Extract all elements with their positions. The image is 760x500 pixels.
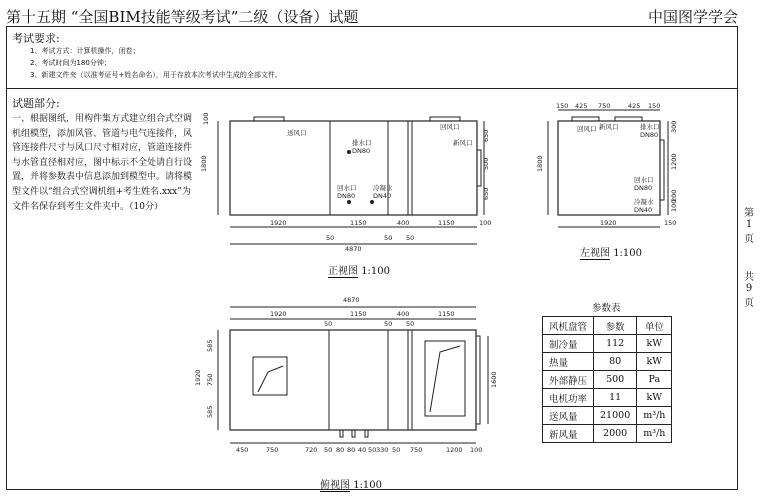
svg-text:50: 50 — [384, 234, 393, 242]
svg-text:100: 100 — [202, 112, 210, 125]
svg-text:425: 425 — [575, 102, 588, 110]
svg-text:150: 150 — [648, 102, 661, 110]
svg-text:750: 750 — [206, 373, 214, 386]
svg-text:100: 100 — [670, 199, 678, 212]
top-view — [218, 307, 488, 443]
svg-text:720: 720 — [305, 446, 318, 454]
svg-text:1200: 1200 — [446, 446, 463, 454]
param-table — [542, 316, 672, 443]
svg-text:400: 400 — [397, 310, 410, 318]
svg-text:100: 100 — [479, 219, 492, 227]
left-return-air-label: 回风口 — [577, 125, 597, 133]
table-row: 热量 80 kW — [543, 353, 672, 371]
svg-text:50: 50 — [406, 320, 415, 328]
svg-text:40: 40 — [358, 446, 367, 454]
svg-text:4870: 4870 — [345, 245, 362, 253]
svg-text:50: 50 — [324, 446, 333, 454]
front-chilled-label: 冷凝水 — [373, 184, 393, 192]
exam-title: 第十五期 “全国BIM技能等级考试”二级（设备）试题 — [6, 8, 359, 26]
svg-text:1920: 1920 — [194, 369, 202, 386]
table-row: 外部静压 500 Pa — [543, 371, 672, 389]
svg-text:1920: 1920 — [270, 219, 287, 227]
svg-text:750: 750 — [410, 446, 423, 454]
svg-text:450: 450 — [236, 446, 249, 454]
requirements-title: 考试要求: — [12, 32, 60, 45]
left-chilled-label: 冷凝水 — [634, 198, 654, 206]
page-total: 共 9 页 — [744, 272, 754, 309]
table-row: 制冷量 112 kW — [543, 335, 672, 353]
svg-text:80: 80 — [347, 446, 356, 454]
svg-text:1600: 1600 — [490, 371, 498, 388]
left-chilled-dn: DN40 — [634, 206, 653, 214]
table-header-row: 风机盘管 参数 单位 — [543, 317, 672, 335]
front-drain-label: 排水口 — [352, 139, 372, 147]
question-body: 一、根据图纸，用构件集方式建立组合式空调机组模型，添加风管、管道与电气连接件，风管连接件尺寸与风口尺寸相对应，管道连接件与水管直径相对应，图中标示不全处请自行设置，并将参数表中信息添加到模型中。请将模型文件以“组合式空调机组+考生姓名.xxx”为文件名保存到考生文件夹中。（10分） — [12, 114, 193, 212]
svg-text:4870: 4870 — [343, 296, 360, 304]
table-row: 电机功率 11 kW — [543, 389, 672, 407]
top-view-caption: 俯视图 1:100 — [320, 480, 383, 491]
front-return-air-label: 回风口 — [440, 123, 460, 131]
left-view-caption: 左视图 1:100 — [580, 248, 643, 259]
svg-text:650: 650 — [482, 129, 490, 142]
left-return-water-dn: DN80 — [634, 184, 653, 192]
svg-text:750: 750 — [266, 446, 279, 454]
left-drain-dn: DN80 — [640, 131, 659, 139]
svg-text:50: 50 — [324, 320, 333, 328]
svg-text:300: 300 — [670, 120, 678, 133]
svg-text:750: 750 — [598, 102, 611, 110]
requirement-item: 1、考试方式：计算机操作，闭卷； — [30, 47, 140, 55]
svg-text:200: 200 — [670, 189, 678, 202]
svg-text:330: 330 — [376, 446, 389, 454]
requirement-item: 3、新建文件夹（以准考证号+姓名命名），用于存放本次考试中生成的全部文件。 — [30, 71, 282, 79]
front-drain-dn: DN80 — [352, 147, 371, 155]
svg-text:1150: 1150 — [350, 219, 367, 227]
table-row: 送风量 21000 m³/h — [543, 407, 672, 425]
front-supply-label: 送风口 — [287, 129, 307, 137]
svg-text:50: 50 — [368, 446, 377, 454]
front-view-caption: 正视图 1:100 — [328, 266, 391, 277]
svg-text:1800: 1800 — [200, 155, 208, 172]
left-fresh-air-label: 新风口 — [599, 123, 619, 131]
front-return-water-label: 回水口 — [337, 184, 357, 192]
svg-text:500: 500 — [482, 157, 490, 170]
svg-text:425: 425 — [628, 102, 641, 110]
svg-text:400: 400 — [397, 219, 410, 227]
svg-text:150: 150 — [664, 219, 677, 227]
left-drain-label: 排水口 — [640, 123, 660, 131]
svg-text:650: 650 — [482, 187, 490, 200]
svg-text:50: 50 — [326, 234, 335, 242]
organization: 中国图学学会 — [647, 8, 738, 26]
svg-text:50: 50 — [406, 234, 415, 242]
question-title: 试题部分: — [12, 97, 60, 110]
svg-text:1200: 1200 — [670, 153, 678, 170]
front-return-water-dn: DN80 — [337, 192, 356, 200]
svg-text:50: 50 — [392, 446, 401, 454]
svg-text:50: 50 — [384, 320, 393, 328]
table-row: 新风量 2000 m³/h — [543, 425, 672, 443]
svg-text:1150: 1150 — [438, 219, 455, 227]
param-table-title: 参数表 — [592, 303, 621, 314]
requirement-item: 2、考试时间为180分钟； — [30, 59, 111, 67]
svg-text:100: 100 — [470, 446, 483, 454]
svg-text:80: 80 — [336, 446, 345, 454]
svg-text:150: 150 — [556, 102, 569, 110]
svg-text:1150: 1150 — [438, 310, 455, 318]
svg-text:1150: 1150 — [350, 310, 367, 318]
front-fresh-air-label: 新风口 — [453, 139, 473, 147]
svg-text:1920: 1920 — [600, 219, 617, 227]
front-chilled-dn: DN40 — [373, 192, 392, 200]
svg-text:585: 585 — [206, 339, 214, 352]
page-marker: 第 1 页 — [744, 208, 754, 245]
left-return-water-label: 回水口 — [634, 176, 654, 184]
svg-text:585: 585 — [206, 405, 214, 418]
svg-text:1800: 1800 — [536, 155, 544, 172]
svg-text:1920: 1920 — [270, 310, 287, 318]
